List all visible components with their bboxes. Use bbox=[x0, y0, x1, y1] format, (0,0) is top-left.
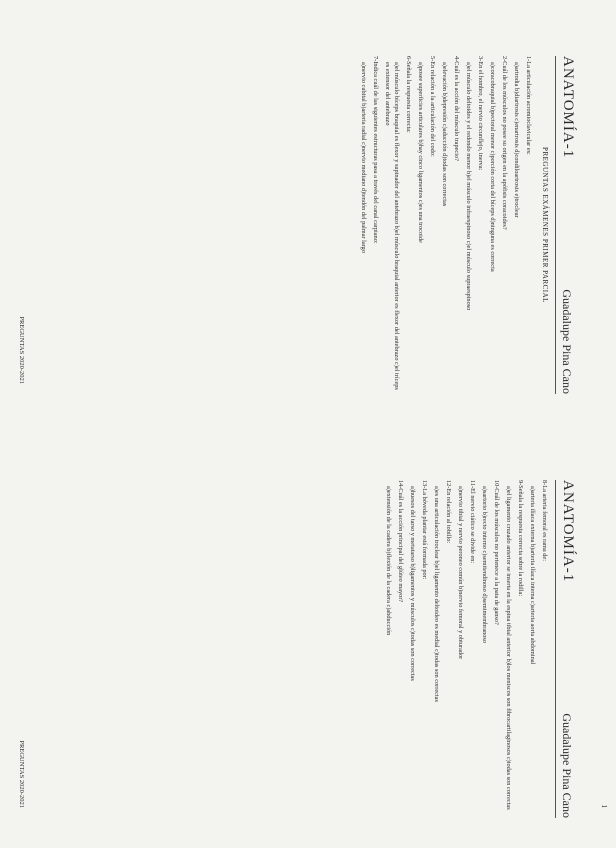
question-text: 13-La bóveda plantar está formada por: bbox=[421, 480, 428, 580]
answer-options: a)coracobraquial b)pectoral menor c)porción corta del bíceps d)ninguna es correcta bbox=[489, 62, 496, 272]
left-footer: PREGUNTAS 2020-2021 bbox=[18, 316, 25, 384]
answer-options: a)elevación b)depresión c)aducción d)todas son correctas bbox=[441, 62, 448, 207]
answer-options: a)es una articulación troclear b)el ligamento deltoideo es medial c)todas son correctas bbox=[433, 486, 440, 702]
left-subtitle: PREGUNTAS EXÁMENES PRIMER PARCIAL bbox=[541, 147, 549, 303]
question-text: 11-El nervio ciático se divide en: bbox=[469, 480, 476, 564]
question-text: 7-Indica cuál de las siguientes estructuras pasa a través del canal carpiano: bbox=[372, 56, 379, 244]
answer-options: a)el músculo deltoides y el redondo menor b)el músculo infraespinoso c)el músculo supraespinoso bbox=[465, 62, 472, 311]
answer-options: a)huesos del tarso y metatarso b)ligamentos y músculos c)todas son correctas bbox=[409, 486, 416, 681]
question-text: 8-La arteria femoral es rama de: bbox=[541, 480, 548, 561]
left-questions bbox=[359, 56, 533, 394]
question-text: 6-Señala la respuesta correcta: bbox=[405, 56, 412, 133]
answer-options: a)artrodia b)diartrosis c)enartrosis d)condiloartrosis e)troclear bbox=[513, 62, 520, 218]
right-author: Guadalupe Pina Cano bbox=[560, 713, 574, 818]
answer-options: a)posee superficies articulares b)hay cinco ligamentos c)es una trocoide bbox=[417, 62, 424, 243]
answer-options: a)nervio tibial y nervio peroneo común b)nervio femoral y obturador bbox=[457, 486, 464, 660]
answer-options: a)el músculo bíceps braquial es flexor y supinador del antebrazo b)el músculo braquial anterior es flexor del antebrazo c)el tríceps es extensor del antebrazo bbox=[384, 62, 400, 390]
left-title: ANATOMÍA-1 bbox=[560, 56, 576, 159]
answer-options: a)extensión de la cadera b)flexión de la cadera c)abducción bbox=[385, 486, 392, 636]
left-author: Guadalupe Pina Cano bbox=[560, 289, 574, 394]
question-text: 1-La articulación acromioclavicular es: bbox=[525, 56, 532, 155]
question-text: 12-En relación al tobillo: bbox=[445, 480, 452, 544]
answer-options: a)sartorio b)recto interno c)semitendinoso d)semimembranoso bbox=[481, 486, 488, 644]
left-header bbox=[555, 56, 576, 394]
right-header bbox=[555, 480, 576, 818]
question-text: 4-Cuál es la acción del músculo trapecio? bbox=[453, 56, 460, 161]
question-text: 3-En el hombro, el nervio circunflejo, inerva: bbox=[477, 56, 484, 171]
right-title: ANATOMÍA-1 bbox=[560, 480, 576, 583]
right-footer: PREGUNTAS 2020-2021 bbox=[18, 740, 25, 808]
right-page bbox=[0, 424, 616, 848]
answer-options: a)arteria ilíaca externa b)arteria ilíaca interna c)arteria aorta abdominal bbox=[529, 486, 536, 665]
question-text: 9-Señala la respuesta correcta sobre la rodilla: bbox=[517, 480, 524, 597]
question-text: 14-Cuál es la acción principal del glúteo mayor? bbox=[397, 480, 404, 603]
right-questions bbox=[384, 480, 549, 818]
question-text: 2-Cuál de los músculos no posee su origen en la apófisis coracoides? bbox=[501, 56, 508, 230]
question-text: 5-En relación a la articulación del codo: bbox=[429, 56, 436, 157]
answer-options: a)nervio cubital b)arteria radial c)nervio mediano d)tendón del palmar largo bbox=[360, 62, 367, 253]
question-text: 10-Cuál de los músculos no pertenece a la pata de ganso? bbox=[493, 480, 500, 625]
page-number: 1 bbox=[600, 804, 608, 808]
answer-options: a)el ligamento cruzado anterior se inserta en la espina tibial anterior b)los meniscos son fibrocartilaginosos c)todas son correctas bbox=[505, 486, 512, 810]
